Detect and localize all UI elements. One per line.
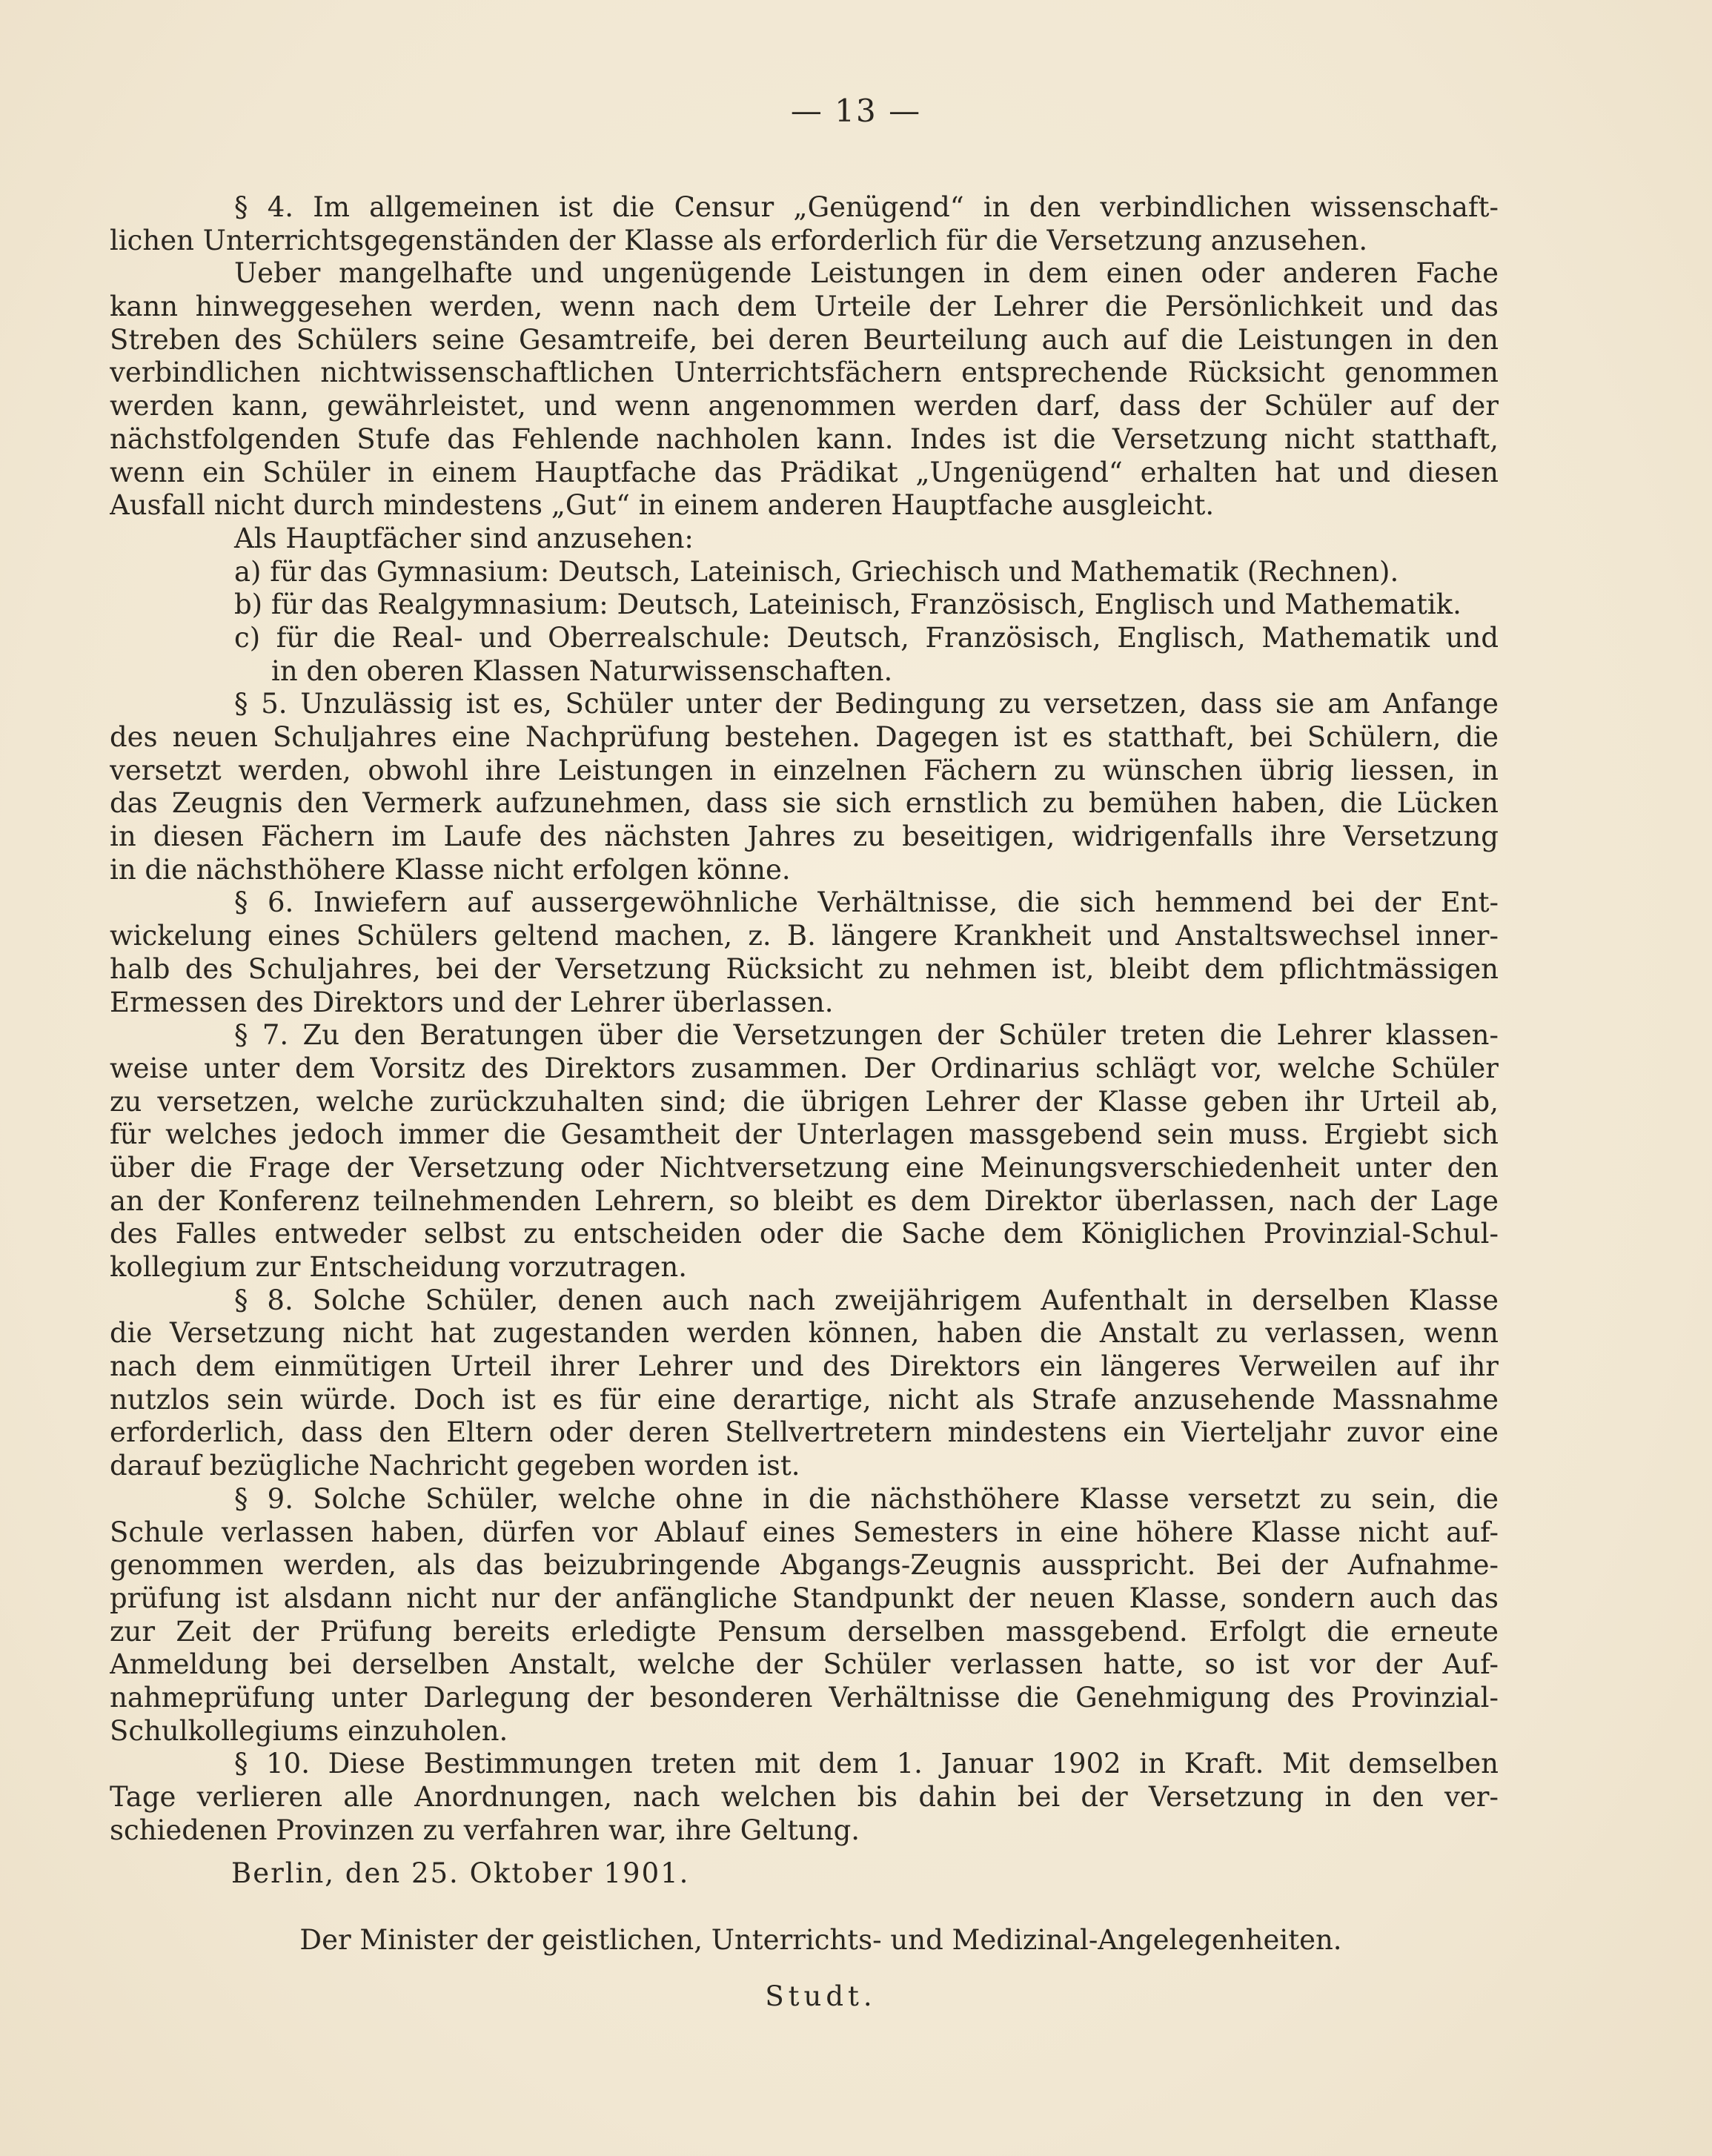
text-line: kann hinweggesehen werden, wenn nach dem Urteile der Lehrer die Persönlichkeit und das [110, 291, 1499, 323]
text-line: verbindlichen nichtwissenschaftlichen Unterrichtsfächern entsprechende Rücksicht genommen [110, 356, 1499, 389]
text-line: erforderlich, dass den Eltern oder deren Stellvertretern mindestens ein Vierteljahr zuvor eine [110, 1416, 1499, 1449]
text-line: Ausfall nicht durch mindestens „Gut“ in einem anderen Hauptfache ausgleicht. [110, 489, 1215, 522]
text-line: § 5. Unzulässig ist es, Schüler unter der Bedingung zu versetzen, dass sie am Anfange [234, 688, 1499, 720]
text-line: in diesen Fächern im Laufe des nächsten Jahres zu beseitigen, widrigenfalls ihre Versetzung [110, 820, 1499, 853]
text-line: darauf bezügliche Nachricht gegeben worden ist. [110, 1450, 800, 1482]
text-line: § 7. Zu den Beratungen über die Versetzungen der Schüler treten die Lehrer klassen- [234, 1019, 1499, 1052]
text-line: werden kann, gewährleistet, und wenn angenommen werden darf, dass der Schüler auf der [110, 390, 1499, 422]
text-line: § 10. Diese Bestimmungen treten mit dem 1. Januar 1902 in Kraft. Mit demselben [234, 1748, 1499, 1780]
text-line: Streben des Schülers seine Gesamtreife, bei deren Beurteilung auch auf die Leistungen in den [110, 323, 1499, 356]
text-line: c) für die Real- und Oberrealschule: Deutsch, Französisch, Englisch, Mathematik und [234, 621, 1499, 654]
text-line: § 4. Im allgemeinen ist die Censur „Genügend“ in den verbindlichen wissenschaft- [234, 191, 1499, 223]
text-line: Anmeldung bei derselben Anstalt, welche der Schüler verlassen hatte, so ist vor der Auf- [110, 1648, 1499, 1681]
text-line: das Zeugnis den Vermerk aufzunehmen, dass sie sich ernstlich zu bemühen haben, die Lücken [110, 787, 1499, 820]
page-number: — 13 — [790, 93, 922, 129]
text-line: in den oberen Klassen Naturwissenschaften. [271, 654, 893, 687]
text-line: a) für das Gymnasium: Deutsch, Lateinisch, Griechisch und Mathematik (Rechnen). [234, 555, 1399, 588]
text-line: lichen Unterrichtsgegenständen der Klasse als erforderlich für die Versetzung anzusehen. [110, 224, 1368, 256]
place-date: Berlin, den 25. Oktober 1901. [231, 1857, 690, 1889]
text-line: Ueber mangelhafte und ungenügende Leistungen in dem einen oder anderen Fache [234, 257, 1499, 290]
text-line: versetzt werden, obwohl ihre Leistungen in einzelnen Fächern zu wünschen übrig liessen, in [110, 754, 1499, 786]
text-line: nach dem einmütigen Urteil ihrer Lehrer und des Direktors ein längeres Verweilen auf ihr [110, 1350, 1499, 1383]
text-line: über die Frage der Versetzung oder Nichtversetzung eine Meinungsverschiedenheit unter den [110, 1151, 1499, 1184]
text-line: Schule verlassen haben, dürfen vor Ablauf eines Semesters in eine höhere Klasse nicht auf- [110, 1516, 1499, 1548]
text-line: nächstfolgenden Stufe das Fehlende nachholen kann. Indes ist die Versetzung nicht statthaft, [110, 422, 1499, 455]
body-text [110, 191, 1499, 1847]
text-line: an der Konferenz teilnehmenden Lehrern, so bleibt es dem Direktor überlassen, nach der Lage [110, 1184, 1499, 1217]
text-line: genommen werden, als das beizubringende Abgangs-Zeugnis ausspricht. Bei der Aufnahme- [110, 1549, 1499, 1582]
text-line: § 9. Solche Schüler, welche ohne in die nächsthöhere Klasse versetzt zu sein, die [234, 1482, 1499, 1515]
signature-title: Der Minister der geistlichen, Unterrichts- und Medizinal-Angelegenheiten. [299, 1924, 1342, 1956]
text-line: nahmeprüfung unter Darlegung der besonderen Verhältnisse die Genehmigung des Provinzial- [110, 1681, 1499, 1714]
text-line: Tage verlieren alle Anordnungen, nach welchen bis dahin bei der Versetzung in den ver- [110, 1781, 1499, 1813]
text-line: Ermessen des Direktors und der Lehrer überlassen. [110, 986, 834, 1018]
text-line: kollegium zur Entscheidung vorzutragen. [110, 1251, 687, 1283]
text-line: zur Zeit der Prüfung bereits erledigte Pensum derselben massgebend. Erfolgt die erneute [110, 1615, 1499, 1648]
text-line: in die nächsthöhere Klasse nicht erfolgen könne. [110, 853, 791, 886]
text-line: weise unter dem Vorsitz des Direktors zusammen. Der Ordinarius schlägt vor, welche Schüler [110, 1052, 1499, 1084]
text-line: des neuen Schuljahres eine Nachprüfung bestehen. Dagegen ist es statthaft, bei Schülern, die [110, 721, 1499, 753]
text-line: zu versetzen, welche zurückzuhalten sind; die übrigen Lehrer der Klasse geben ihr Urteil ab, [110, 1085, 1499, 1118]
text-line: § 8. Solche Schüler, denen auch nach zweijährigem Aufenthalt in derselben Klasse [234, 1284, 1499, 1316]
text-line: nutzlos sein würde. Doch ist es für eine derartige, nicht als Strafe anzusehende Massnahme [110, 1383, 1499, 1416]
text-line: § 6. Inwiefern auf aussergewöhnliche Verhältnisse, die sich hemmend bei der Ent- [234, 886, 1499, 919]
text-line: die Versetzung nicht hat zugestanden werden können, haben die Anstalt zu verlassen, wenn [110, 1317, 1499, 1350]
text-line: b) für das Realgymnasium: Deutsch, Lateinisch, Französisch, Englisch und Mathematik. [234, 588, 1461, 621]
signature-name: Studt. [765, 1980, 877, 2012]
text-line: schiedenen Provinzen zu verfahren war, ihre Geltung. [110, 1814, 860, 1846]
text-line: halb des Schuljahres, bei der Versetzung Rücksicht zu nehmen ist, bleibt dem pflichtmässigen [110, 952, 1499, 985]
text-line: Als Hauptfächer sind anzusehen: [234, 522, 694, 554]
text-line: Schulkollegiums einzuholen. [110, 1714, 508, 1747]
text-line: prüfung ist alsdann nicht nur der anfängliche Standpunkt der neuen Klasse, sondern auch das [110, 1582, 1499, 1614]
text-line: für welches jedoch immer die Gesamtheit der Unterlagen massgebend sein muss. Ergiebt sich [110, 1118, 1499, 1151]
text-line: des Falles entweder selbst zu entscheiden oder die Sache dem Königlichen Provinzial-Schul- [110, 1218, 1499, 1250]
text-line: wickelung eines Schülers geltend machen, z. B. längere Krankheit und Anstaltswechsel inner- [110, 920, 1499, 952]
text-line: wenn ein Schüler in einem Hauptfache das Prädikat „Ungenügend“ erhalten hat und diesen [110, 456, 1499, 488]
